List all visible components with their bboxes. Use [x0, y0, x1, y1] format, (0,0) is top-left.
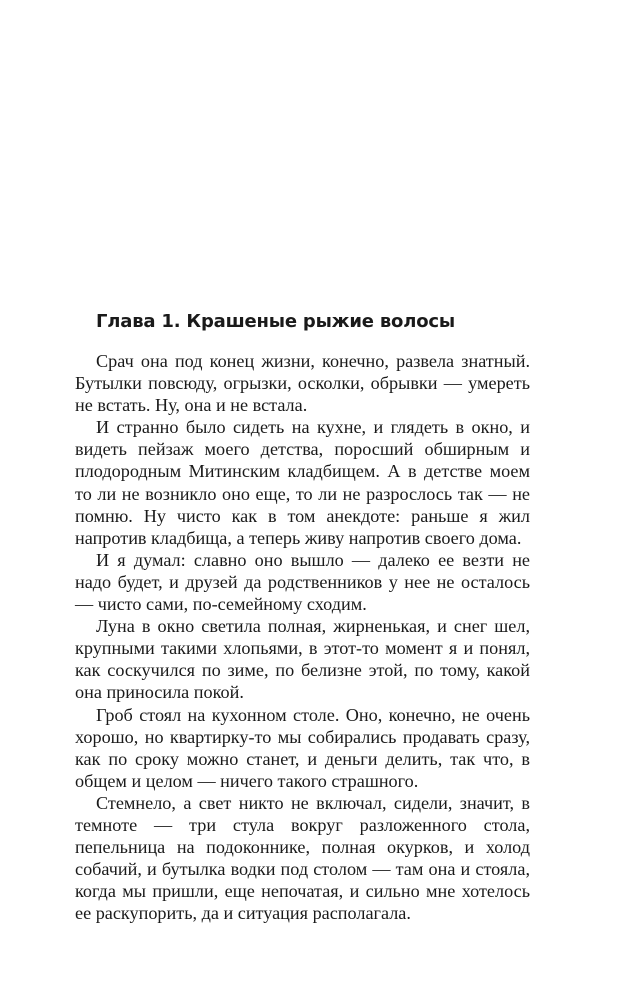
paragraph: И я думал: славно оно вышло — далеко ее везти не надо будет, и друзей да родственников у нее не осталось — чисто сами, по-семейному сходим. [75, 549, 530, 615]
paragraph: И странно было сидеть на кухне, и глядеть в окно, и видеть пейзаж моего детства, поросший обширным и плодородным Митинским кладбищем. А в детстве моем то ли не возникло оно еще, то ли не разрослось так — не помню. Ну чисто как в том анекдоте: раньше я жил напротив кладбища, а теперь живу напротив своего дома. [75, 417, 530, 548]
paragraph: Стемнело, а свет никто не включал, сидели, значит, в темноте — три стула вокруг разложенного стола, пепельница на подоконнике, полная окурков, и холод собачий, и бутылка водки под столом — там она и стояла, когда мы пришли, еще непочатая, и сильно мне хотелось ее раскупорить, да и ситуация располагала. [75, 792, 530, 924]
paragraph: Срач она под конец жизни, конечно, развела знатный. Бутылки повсюду, огрызки, осколки, обрывки — умереть не встать. Ну, она и не встала. [75, 351, 530, 416]
paragraph: Луна в окно светила полная, жирненькая, и снег шел, крупными такими хлопьями, в этот-то момент я и понял, как соскучился по зиме, по белизне этой, по тому, какой она приносила покой. [75, 616, 530, 703]
paragraph: Гроб стоял на кухонном столе. Оно, конечно, не очень хорошо, но квартирку-то мы собирались продавать сразу, как по сроку можно станет, и деньги делить, так что, в общем и целом — ничего такого страшного. [75, 704, 530, 791]
chapter-body [75, 350, 530, 924]
chapter-title: Глава 1. Крашеные рыжие волосы [96, 311, 455, 332]
